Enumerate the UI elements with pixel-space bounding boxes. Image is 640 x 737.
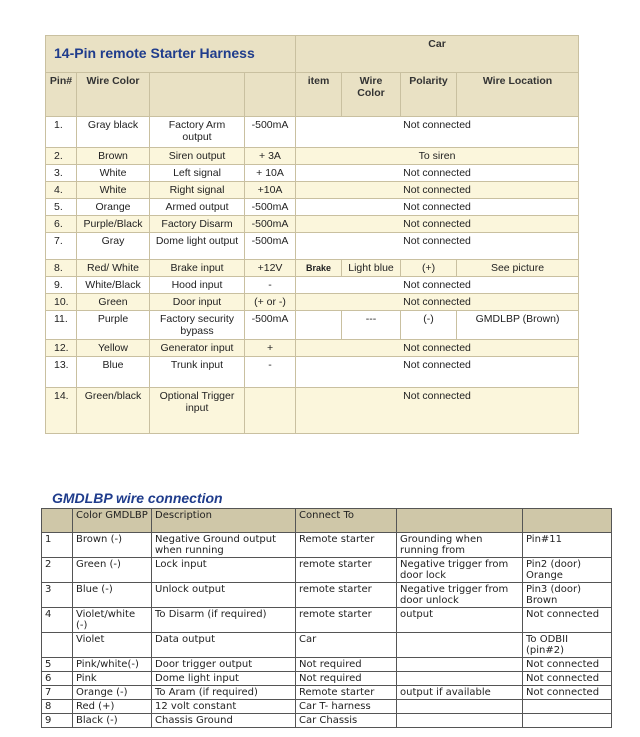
amperage: +12V xyxy=(245,260,296,277)
gmdlbp-cell: 2 xyxy=(42,558,73,583)
car-connection: To siren xyxy=(296,148,579,165)
gmdlbp-cell: 4 xyxy=(42,608,73,633)
gmdlbp-cell: Not connected xyxy=(523,608,612,633)
wire-location: See picture xyxy=(457,260,579,277)
gmdlbp-cell: Car xyxy=(296,633,397,658)
function: Left signal xyxy=(150,165,245,182)
wire-color: White xyxy=(77,165,150,182)
function: Right signal xyxy=(150,182,245,199)
harness-row xyxy=(46,260,579,277)
polarity-header: Polarity xyxy=(401,73,457,117)
gmdlbp-cell: remote starter xyxy=(296,583,397,608)
pin-number: 14. xyxy=(46,388,77,434)
gmdlbp-cell: Pin2 (door) Orange xyxy=(523,558,612,583)
gmdlbp-cell xyxy=(397,633,523,658)
function: Armed output xyxy=(150,199,245,216)
car-wire-color: Light blue xyxy=(342,260,401,277)
amperage: -500mA xyxy=(245,311,296,340)
gmdlbp-cell: 1 xyxy=(42,533,73,558)
gmdlbp-row xyxy=(42,583,612,608)
gmdlbp-row xyxy=(42,700,612,714)
car-connection: Not connected xyxy=(296,388,579,434)
gmdlbp-cell: Remote starter xyxy=(296,686,397,700)
gmdlbp-header-row xyxy=(42,509,612,533)
gmdlbp-title: GMDLBP wire connection xyxy=(52,490,223,506)
wire-color: Blue xyxy=(77,357,150,388)
gmdlbp-header-cell xyxy=(523,509,612,533)
car-item: Brake xyxy=(296,260,342,277)
pin-number: 2. xyxy=(46,148,77,165)
gmdlbp-row xyxy=(42,533,612,558)
gmdlbp-cell: To ODBII (pin#2) xyxy=(523,633,612,658)
amperage: + xyxy=(245,340,296,357)
wire-color-header: Wire Color xyxy=(77,73,150,117)
gmdlbp-cell: Unlock output xyxy=(152,583,296,608)
wire-location: GMDLBP (Brown) xyxy=(457,311,579,340)
pin-number: 6. xyxy=(46,216,77,233)
pin-number: 5. xyxy=(46,199,77,216)
function: Generator input xyxy=(150,340,245,357)
gmdlbp-cell: Pink/white(-) xyxy=(73,658,152,672)
gmdlbp-cell xyxy=(523,700,612,714)
gmdlbp-cell: To Aram (if required) xyxy=(152,686,296,700)
car-wire-color-header: Wire Color xyxy=(342,73,401,117)
gmdlbp-cell: Remote starter xyxy=(296,533,397,558)
function: Siren output xyxy=(150,148,245,165)
car-connection: Not connected xyxy=(296,357,579,388)
gmdlbp-cell: Blue (-) xyxy=(73,583,152,608)
gmdlbp-header-cell: Description xyxy=(152,509,296,533)
harness-row xyxy=(46,311,579,340)
gmdlbp-cell xyxy=(397,714,523,728)
function: Door input xyxy=(150,294,245,311)
gmdlbp-cell: 9 xyxy=(42,714,73,728)
gmdlbp-cell: 7 xyxy=(42,686,73,700)
gmdlbp-cell: Grounding when running from xyxy=(397,533,523,558)
gmdlbp-cell xyxy=(397,700,523,714)
gmdlbp-cell: Orange (-) xyxy=(73,686,152,700)
harness-title: 14-Pin remote Starter Harness xyxy=(54,45,255,61)
car-connection: Not connected xyxy=(296,233,579,260)
wire-color: Gray black xyxy=(77,117,150,148)
pin-number: 8. xyxy=(46,260,77,277)
car-item xyxy=(296,311,342,340)
pin-header: Pin# xyxy=(46,73,77,117)
pin-number: 1. xyxy=(46,117,77,148)
harness-row xyxy=(46,388,579,434)
gmdlbp-header-cell: Connect To xyxy=(296,509,397,533)
gmdlbp-row xyxy=(42,686,612,700)
car-connection: Not connected xyxy=(296,216,579,233)
gmdlbp-cell: 5 xyxy=(42,658,73,672)
item-header: item xyxy=(296,73,342,117)
harness-row xyxy=(46,199,579,216)
car-connection: Not connected xyxy=(296,277,579,294)
gmdlbp-cell: remote starter xyxy=(296,558,397,583)
gmdlbp-header-cell xyxy=(397,509,523,533)
car-wire-color: --- xyxy=(342,311,401,340)
gmdlbp-cell: Negative trigger from door lock xyxy=(397,558,523,583)
function: Hood input xyxy=(150,277,245,294)
harness-row xyxy=(46,182,579,199)
gmdlbp-cell: output xyxy=(397,608,523,633)
harness-row xyxy=(46,165,579,182)
wire-color: White/Black xyxy=(77,277,150,294)
gmdlbp-cell: 3 xyxy=(42,583,73,608)
gmdlbp-cell: Chassis Ground xyxy=(152,714,296,728)
car-connection: Not connected xyxy=(296,117,579,148)
car-connection: Not connected xyxy=(296,340,579,357)
gmdlbp-row xyxy=(42,658,612,672)
polarity: (+) xyxy=(401,260,457,277)
harness-row xyxy=(46,357,579,388)
gmdlbp-cell: remote starter xyxy=(296,608,397,633)
gmdlbp-header-cell xyxy=(42,509,73,533)
wire-location-header: Wire Location xyxy=(457,73,579,117)
harness-row xyxy=(46,340,579,357)
polarity: (-) xyxy=(401,311,457,340)
car-header: Car xyxy=(296,36,579,73)
gmdlbp-cell: Pin#11 xyxy=(523,533,612,558)
gmdlbp-cell: Data output xyxy=(152,633,296,658)
gmdlbp-cell xyxy=(397,672,523,686)
pin-number: 4. xyxy=(46,182,77,199)
function: Brake input xyxy=(150,260,245,277)
pin-number: 11. xyxy=(46,311,77,340)
pin-number: 12. xyxy=(46,340,77,357)
harness-row xyxy=(46,233,579,260)
wire-color: Gray xyxy=(77,233,150,260)
wire-color: Yellow xyxy=(77,340,150,357)
amperage: + 3A xyxy=(245,148,296,165)
gmdlbp-table xyxy=(41,508,612,728)
car-connection: Not connected xyxy=(296,294,579,311)
pin-number: 3. xyxy=(46,165,77,182)
amperage: -500mA xyxy=(245,216,296,233)
gmdlbp-row xyxy=(42,558,612,583)
gmdlbp-row xyxy=(42,714,612,728)
gmdlbp-cell: Pink xyxy=(73,672,152,686)
gmdlbp-cell: Not connected xyxy=(523,686,612,700)
gmdlbp-cell: 12 volt constant xyxy=(152,700,296,714)
harness-title-cell xyxy=(46,36,296,73)
amperage xyxy=(245,388,296,434)
gmdlbp-cell: Car T- harness xyxy=(296,700,397,714)
car-connection: Not connected xyxy=(296,182,579,199)
car-connection: Not connected xyxy=(296,199,579,216)
function: Dome light output xyxy=(150,233,245,260)
wire-color: Red/ White xyxy=(77,260,150,277)
wire-color: Green xyxy=(77,294,150,311)
gmdlbp-cell: Not connected xyxy=(523,658,612,672)
gmdlbp-row xyxy=(42,672,612,686)
function-header xyxy=(150,73,245,117)
harness-row xyxy=(46,216,579,233)
harness-row xyxy=(46,294,579,311)
gmdlbp-cell: Not connected xyxy=(523,672,612,686)
gmdlbp-cell: To Disarm (if required) xyxy=(152,608,296,633)
pin-number: 9. xyxy=(46,277,77,294)
amperage: -500mA xyxy=(245,233,296,260)
gmdlbp-cell: Lock input xyxy=(152,558,296,583)
gmdlbp-cell: Violet/white (-) xyxy=(73,608,152,633)
gmdlbp-cell: Negative trigger from door unlock xyxy=(397,583,523,608)
gmdlbp-cell: Door trigger output xyxy=(152,658,296,672)
gmdlbp-row xyxy=(42,633,612,658)
amperage: -500mA xyxy=(245,199,296,216)
amperage: -500mA xyxy=(245,117,296,148)
gmdlbp-row xyxy=(42,608,612,633)
function: Optional Trigger input xyxy=(150,388,245,434)
amperage: - xyxy=(245,277,296,294)
gmdlbp-cell: Car Chassis xyxy=(296,714,397,728)
wire-color: White xyxy=(77,182,150,199)
gmdlbp-cell xyxy=(42,633,73,658)
gmdlbp-cell: Not required xyxy=(296,658,397,672)
gmdlbp-cell: Black (-) xyxy=(73,714,152,728)
harness-table xyxy=(45,35,579,434)
pin-number: 7. xyxy=(46,233,77,260)
harness-row xyxy=(46,148,579,165)
gmdlbp-cell: Red (+) xyxy=(73,700,152,714)
amp-header xyxy=(245,73,296,117)
gmdlbp-cell: 6 xyxy=(42,672,73,686)
gmdlbp-cell: Violet xyxy=(73,633,152,658)
car-connection: Not connected xyxy=(296,165,579,182)
gmdlbp-cell: 8 xyxy=(42,700,73,714)
gmdlbp-cell: output if available xyxy=(397,686,523,700)
function: Factory security bypass xyxy=(150,311,245,340)
gmdlbp-cell: Not required xyxy=(296,672,397,686)
amperage: + 10A xyxy=(245,165,296,182)
gmdlbp-cell: Pin3 (door) Brown xyxy=(523,583,612,608)
harness-row xyxy=(46,117,579,148)
gmdlbp-cell: Green (-) xyxy=(73,558,152,583)
gmdlbp-cell: Brown (-) xyxy=(73,533,152,558)
wire-color: Purple/Black xyxy=(77,216,150,233)
gmdlbp-cell: Negative Ground output when running xyxy=(152,533,296,558)
gmdlbp-cell xyxy=(397,658,523,672)
wire-color: Purple xyxy=(77,311,150,340)
gmdlbp-cell xyxy=(523,714,612,728)
function: Factory Disarm xyxy=(150,216,245,233)
wire-color: Green/black xyxy=(77,388,150,434)
wire-color: Orange xyxy=(77,199,150,216)
amperage: - xyxy=(245,357,296,388)
gmdlbp-header-cell: Color GMDLBP xyxy=(73,509,152,533)
wire-color: Brown xyxy=(77,148,150,165)
amperage: (+ or -) xyxy=(245,294,296,311)
amperage: +10A xyxy=(245,182,296,199)
function: Factory Arm output xyxy=(150,117,245,148)
function: Trunk input xyxy=(150,357,245,388)
pin-number: 13. xyxy=(46,357,77,388)
gmdlbp-cell: Dome light input xyxy=(152,672,296,686)
harness-row xyxy=(46,277,579,294)
pin-number: 10. xyxy=(46,294,77,311)
